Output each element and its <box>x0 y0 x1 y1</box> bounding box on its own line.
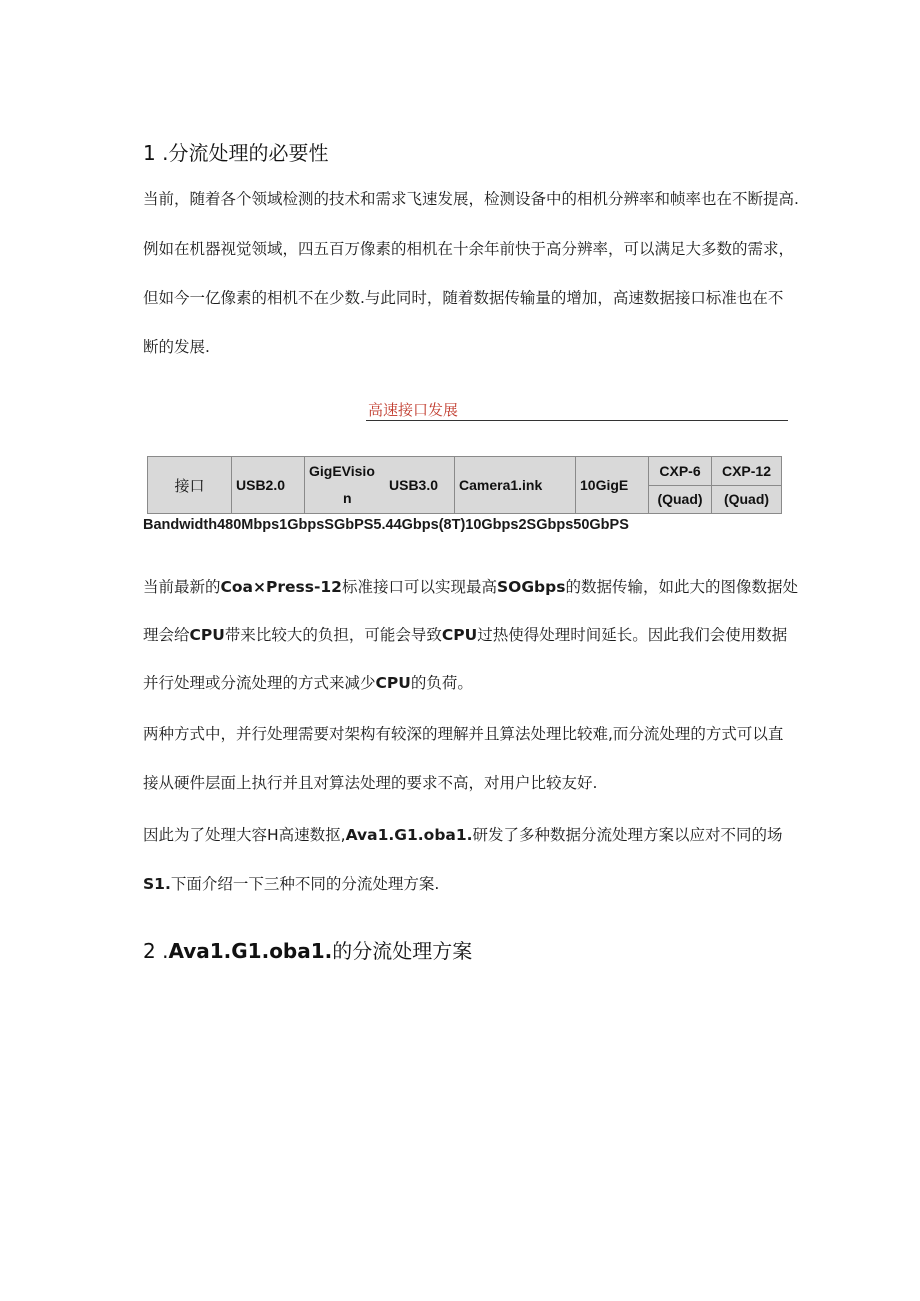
cell-cxp12-bottom: (Quad) <box>712 485 782 514</box>
para2-l1-d: SOGbps <box>496 578 566 596</box>
para4-l1-a: 因此为了处理大容H高速数抠, <box>143 826 346 844</box>
cell-cameralink: Camera1.ink <box>455 457 576 514</box>
para4-l2-b: 下面介绍一下三种不同的分流处理方案. <box>170 875 440 893</box>
caption-rule <box>366 420 788 421</box>
bandwidth-row: Bandwidth480Mbps1GbpsSGbPS5.44Gbps(8T)10Gbps2SGbps50GbPS <box>143 517 629 533</box>
table-caption: 高速接口发展 <box>368 401 459 419</box>
section-1-heading: 1 .分流处理的必要性 <box>143 141 329 165</box>
para2-l2-e: 过热使得处理时间延长。因此我们会使用数据 <box>477 626 788 644</box>
table-row-header: 接口 <box>148 457 232 514</box>
para2-l1-b: Coa×Press-12 <box>220 578 342 596</box>
cell-cxp6-top: CXP-6 <box>649 457 712 486</box>
para2-l2-a: 理会给 <box>143 626 190 644</box>
para2-l3-a: 并行处理或分流处理的方式来减少 <box>143 674 376 692</box>
section-2-heading <box>143 935 472 964</box>
para4-line-1 <box>143 825 783 845</box>
para1-line-4: 断的发展. <box>143 338 210 356</box>
para4-line-2 <box>143 874 439 894</box>
cell-usb2: USB2.0 <box>232 457 305 514</box>
section-2-num: 2 . <box>143 939 169 963</box>
section-2-rest: 的分流处理方案 <box>332 939 473 963</box>
section-2-brand: Ava1.G1.oba1. <box>168 939 333 963</box>
para2-line-1 <box>143 577 798 597</box>
cell-cxp6-bottom: (Quad) <box>649 485 712 514</box>
para2-l1-a: 当前最新的 <box>143 578 221 596</box>
cell-usb3: USB3.0 <box>389 477 439 493</box>
para2-l2-d: CPU <box>441 626 478 644</box>
para2-line-2 <box>143 625 787 645</box>
cell-gige-line1: GigEVisio <box>309 463 375 479</box>
para4-l1-c: 研发了多种数据分流处理方案以应对不同的场 <box>472 826 783 844</box>
para3-line-1: 两种方式中，并行处理需要对架构有较深的理解并且算法处理比较难,而分流处理的方式可以直 <box>143 725 784 743</box>
para2-l3-b: CPU <box>375 674 411 692</box>
cell-cxp12-top: CXP-12 <box>712 457 782 486</box>
para4-l1-b: Ava1.G1.oba1. <box>345 826 473 844</box>
interface-table <box>147 456 782 514</box>
para2-line-3 <box>143 673 473 693</box>
para2-l2-b: CPU <box>189 626 225 644</box>
para2-l2-c: 带来比较大的负担，可能会导致 <box>224 626 442 644</box>
para1-line-2: 例如在机器视觉领域，四五百万像素的相机在十余年前快于高分辨率，可以满足大多数的需求， <box>143 240 795 258</box>
para1-line-1: 当前，随着各个领域检测的技术和需求飞速发展，检测设备中的相机分辨率和帧率也在不断提高. <box>143 190 799 208</box>
cell-gige-usb3 <box>305 457 455 514</box>
para2-l1-e: 的数据传输，如此大的图像数据处 <box>565 578 798 596</box>
cell-10gige: 10GigE <box>576 457 649 514</box>
para3-line-2: 接从硬件层面上执行并且对算法处理的要求不高，对用户比较友好. <box>143 774 598 792</box>
para1-line-3: 但如今一亿像素的相机不在少数.与此同时，随着数据传输量的增加，高速数据接口标准也在不 <box>143 289 784 307</box>
para2-l3-c: 的负荷。 <box>410 674 473 692</box>
para2-l1-c: 标准接口可以实现最高 <box>341 578 497 596</box>
para4-l2-a: S1. <box>143 875 171 893</box>
cell-gige-line2: n <box>343 490 352 506</box>
